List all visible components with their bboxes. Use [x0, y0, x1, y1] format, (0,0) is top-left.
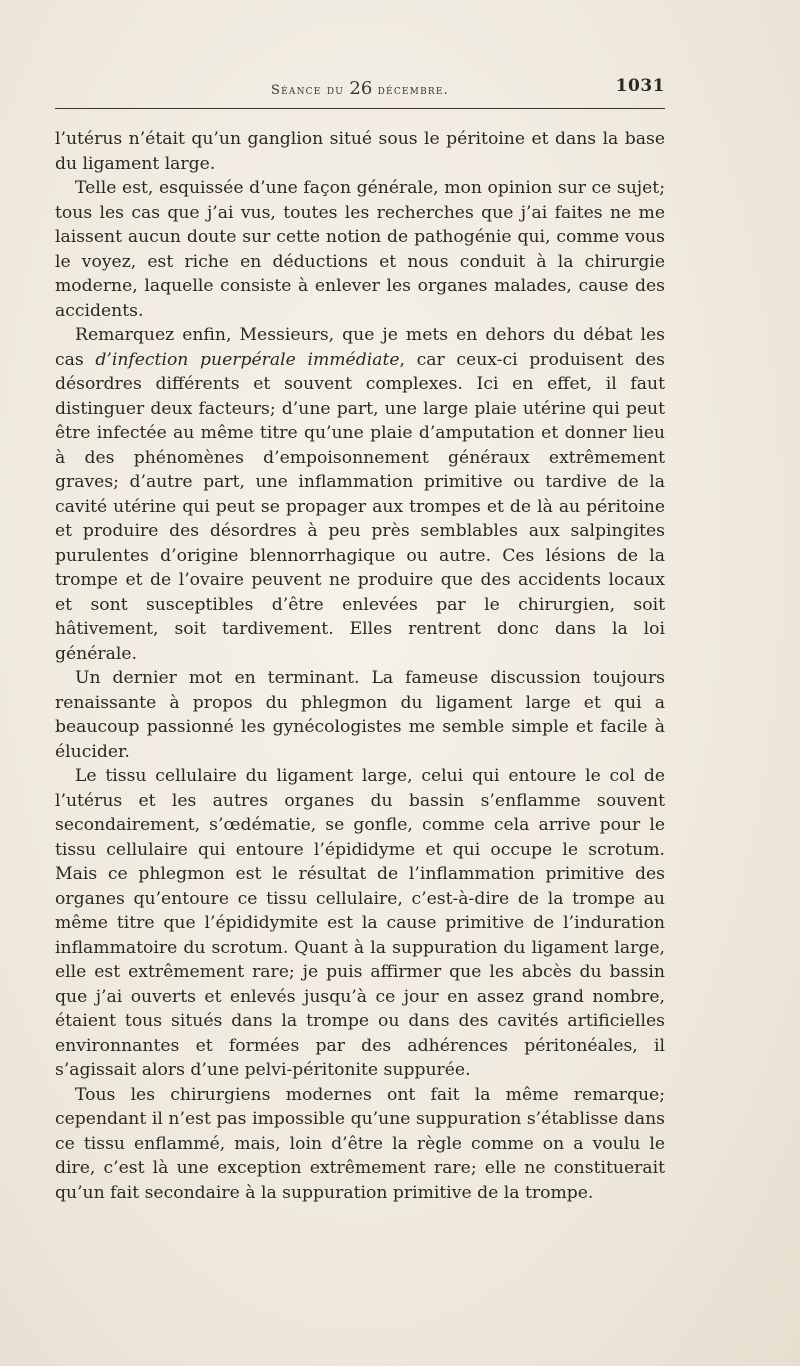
page-header [55, 78, 665, 102]
paragraph: Telle est, esquissée d’une façon générale, mon opinion sur ce sujet; tous les cas que j’ai vus, toutes les recherches que j’ai faites ne me laissent aucun doute sur cette notion de pathogénie qui, comme vous le voyez, est riche en déductions et nous conduit à la chirurgie moderne, laquelle consiste à enlever les organes malades, cause des accidents. [55, 178, 665, 321]
running-head [55, 78, 665, 99]
paragraph: Tous les chirurgiens modernes ont fait la même remarque; cependant il n’est pas impossible qu’une suppuration s’établisse dans ce tissu enflammé, mais, loin d’être la règle comme on a voulu le dire, c’est là une exception extrêmement rare; elle ne constituerait qu’un fait secondaire à la suppuration primitive de la trompe. [55, 1084, 665, 1203]
paragraph: Un dernier mot en terminant. La fameuse discussion toujours renaissante à propos du phlegmon du ligament large et qui a beaucoup passionné les gynécologistes me semble simple et facile à élucider. [55, 668, 665, 762]
paragraph-text: , car ceux-ci produisent des désordres différents et souvent complexes. Ici en effet, il faut distinguer deux facteurs; d’une part, une large plaie utérine qui peut être infectée au même titre qu’une plaie d’amputation et donner lieu à des phénomènes d’empoisonnement généraux extrêmement graves; d’autre part, une inflammation primitive ou tardive de la cavité utérine qui peut se propager aux trompes et de là au péritoine et produire des désordres à peu près semblables aux salpingites purulentes d’origine blennorrhagique ou autre. Ces lésions de la trompe et de l’ovaire peuvent ne produire que des accidents locaux et sont susceptibles d’être enlevées par le chirurgien, soit hâtivement, soit tardivement. Elles rentrent donc dans la loi générale. [55, 349, 665, 664]
page-number: 1031 [615, 76, 665, 96]
paragraph-continuation: l’utérus n’était qu’un ganglion situé sous le péritoine et dans la base du ligament large. [55, 129, 665, 174]
paragraph: Le tissu cellulaire du ligament large, celui qui entoure le col de l’utérus et les autres organes du bassin s’enflamme souvent secondairement, s’œdématie, se gonfle, comme cela arrive pour le tissu cellulaire qui entoure l’épididyme et qui occupe le scrotum. Mais ce phlegmon est le résultat de l’inflammation primitive des organes qu’entoure ce tissu cellulaire, c’est-à-dire de la trompe au même titre que l’épididymite est la cause primitive de l’induration inflammatoire du scrotum. Quant à la suppuration du ligament large, elle est extrêmement rare; je puis affirmer que les abcès du bassin que j’ai ouverts et enlevés jusqu’à ce jour en assez grand nombre, étaient tous situés dans la trompe ou dans des cavités artificielles environnantes et formées par des adhérences péritonéales, il s’agissait alors d’une pelvi-péritonite suppurée. [55, 766, 665, 1080]
running-head-month: décembre. [372, 83, 449, 98]
running-head-prefix: Séance du [271, 83, 350, 98]
paragraph [55, 323, 665, 666]
header-rule [55, 108, 665, 109]
running-head-day: 26 [349, 78, 373, 99]
body-text [55, 127, 665, 1205]
italic-term: d’infection puerpérale immédiate [95, 349, 400, 370]
paragraph-text: Remarquez enfin, Messieurs, que je mets en dehors du débat les cas [55, 325, 665, 370]
